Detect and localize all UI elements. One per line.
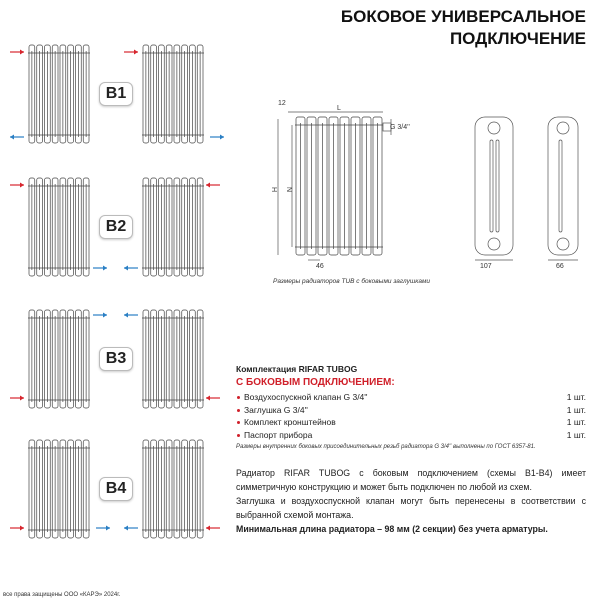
dim-h: H [270,187,277,193]
kit-item-qty: 1 шт. [566,417,586,427]
flow-arrow-icon [10,526,24,531]
flow-arrow-icon [206,183,220,188]
flow-arrow-icon [210,135,224,140]
flow-arrow-icon [10,50,24,55]
flow-arrow-icon [10,135,24,140]
kit-item-name: Заглушка G 3/4'' [244,404,308,415]
kit-note: Размеры внутренних боковых присоединительных резьб радиатора G 3/4'' выполнены по ГОСТ 6357-81. [236,444,536,450]
drawing-caption: Размеры радиаторов TUB с боковыми заглушками [273,278,431,285]
radiator [28,45,90,143]
flow-arrow-icon [206,396,220,401]
radiator-side-view [475,117,513,255]
dim-12: 12 [278,100,286,107]
dim-66: 66 [556,263,564,270]
kit-item-name: Комплект кронштейнов [244,417,336,427]
kit-section [236,364,586,450]
flow-arrow-icon [124,526,138,531]
flow-arrow-icon [10,183,24,188]
dimension-drawing [250,95,590,285]
kit-subheading: С БОКОВЫМ ПОДКЛЮЧЕНИЕМ: [236,377,395,388]
flow-arrow-icon [124,266,138,271]
flow-arrow-icon [206,526,220,531]
radiator-side-view [548,117,578,255]
flow-arrow-icon [93,266,107,271]
scheme-label: B4 [99,477,133,501]
kit-item [236,416,586,429]
radiator [28,310,90,408]
copyright: все права защищены ООО «КАРЭ» 2024г. [3,592,121,598]
kit-item [236,391,586,404]
radiator [142,310,204,408]
dim-46: 46 [316,263,324,270]
radiator [142,45,204,143]
scheme-label: B2 [99,215,133,239]
kit-item-qty: 1 шт. [566,429,586,440]
page-title: БОКОВОЕ УНИВЕРСАЛЬНОЕ ПОДКЛЮЧЕНИЕ [340,7,586,48]
flow-arrow-icon [124,313,138,318]
radiator [142,178,204,276]
radiator [142,440,204,538]
kit-item-name: Воздухоспускной клапан G 3/4'' [244,392,368,402]
kit-item-qty: 1 шт. [566,392,586,402]
kit-item [236,404,586,417]
radiator [295,117,383,255]
scheme-label: B1 [99,82,133,106]
flow-arrow-icon [93,313,107,318]
kit-item-name: Паспорт прибора [244,429,313,440]
scheme-label: B3 [99,347,133,371]
description: Радиатор RIFAR TUBOG с боковым подключением (схемы В1-В4) имеет симметричную конструкцию и может быть подключен по любой из схем. Заглушка и воздухоспускной клапан могут быть перенесены в соответствии с выбранной схемой монтажа. Минимальная длина радиатора – 98 мм (2 секции) без учета арматуры. [236,468,586,534]
flow-arrow-icon [96,526,110,531]
kit-item-qty: 1 шт. [566,404,586,415]
flow-arrow-icon [10,396,24,401]
dim-107: 107 [480,263,492,270]
kit-item [236,429,586,442]
dim-n: N [285,187,292,193]
dim-thread: G 3/4'' [390,124,410,131]
radiator [28,440,90,538]
radiator [28,178,90,276]
flow-arrow-icon [124,50,138,55]
dim-l: L [337,105,341,112]
kit-heading: Комплектация RIFAR TUBOG [236,364,358,374]
